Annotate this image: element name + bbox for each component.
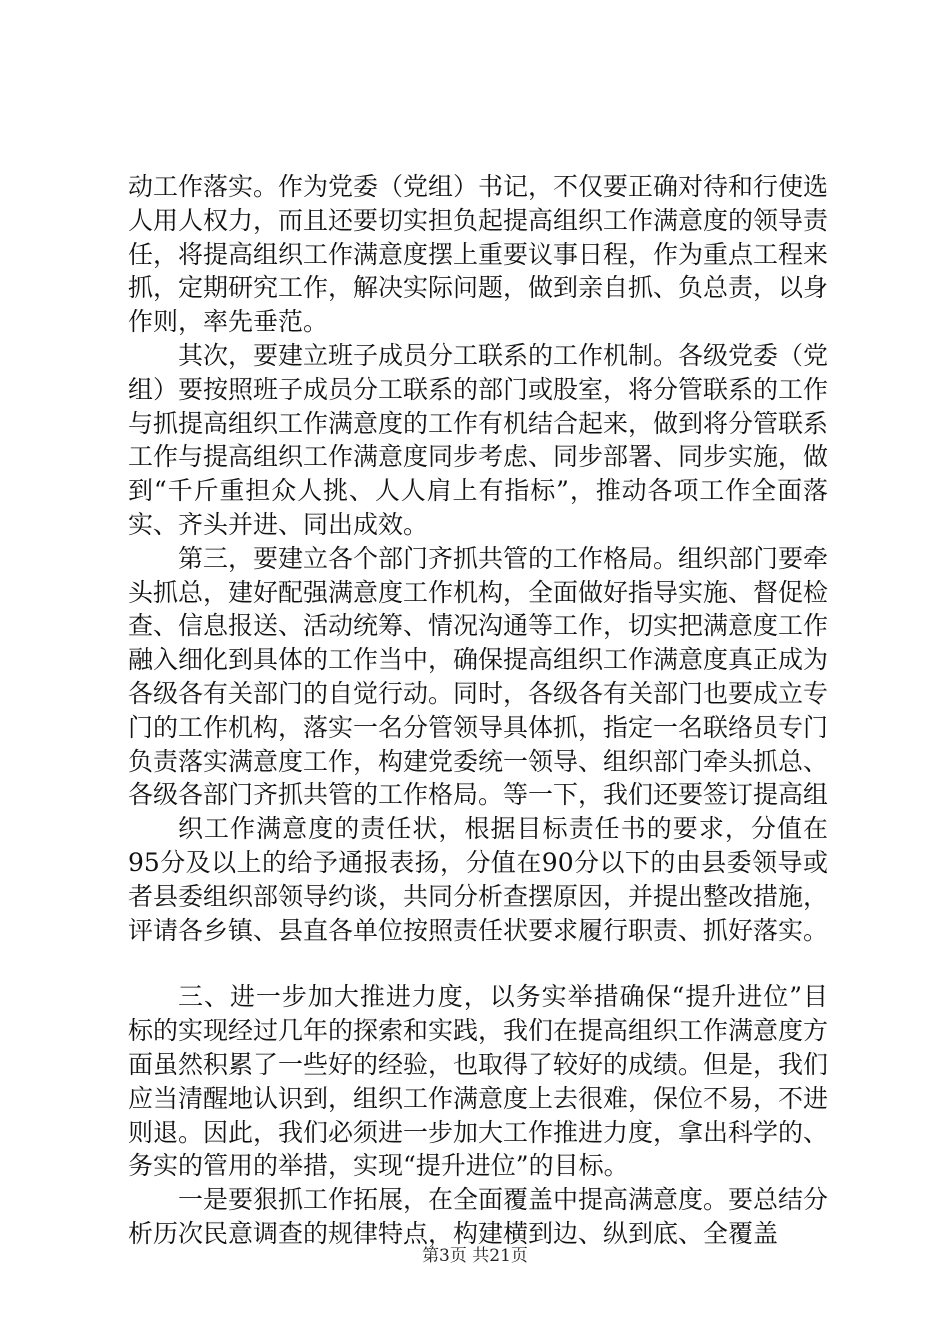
paragraph-5: 三、进一步加大推进力度，以务实举措确保“提升进位”目标的实现经过几年的探索和实践，我们在提高组织工作满意度方面虽然积累了一些好的经验，也取得了较好的成绩。但是，我们应当清醒地认识到，组织工作满意度上去很难，保位不易，不进则退。因此，我们必须进一步加大工作推进力度，拿出科学的、务实的管用的举措，实现“提升进位”的目标。 [128,982,829,1181]
paragraph-2: 其次，要建立班子成员分工联系的工作机制。各级党委（党组）要按照班子成员分工联系的部门或股室，将分管联系的工作与抓提高组织工作满意度的工作有机结合起来，做到将分管联系工作与提高组织工作满意度同步考虑、同步部署、同步实施，做到“千斤重担众人挑、人人肩上有指标”，推动各项工作全面落实、齐头并进、同出成效。 [128,340,829,539]
paragraph-3: 第三，要建立各个部门齐抓共管的工作格局。组织部门要牵头抓总，建好配强满意度工作机构，全面做好指导实施、督促检查、信息报送、活动统筹、情况沟通等工作，切实把满意度工作融入细化到具体的工作当中，确保提高组织工作满意度真正成为各级各有关部门的自觉行动。同时，各级各有关部门也要成立专门的工作机构，落实一名分管领导具体抓，指定一名联络员专门负责落实满意度工作，构建党委统一领导、组织部门牵头抓总、各级各部门齐抓共管的工作格局。等一下，我们还要签订提高组 [128,543,829,810]
document-body [128,170,828,1251]
paragraph-4: 织工作满意度的责任状，根据目标责任书的要求，分值在95分及以上的给予通报表扬，分值在90分以下的由县委领导或者县委组织部领导约谈，共同分析查摆原因，并提出整改措施，评请各乡镇、县直各单位按照责任状要求履行职责、抓好落实。 [128,814,829,945]
paragraph-6: 一是要狠抓工作拓展，在全面覆盖中提高满意度。要总结分析历次民意调查的规律特点，构建横到边、纵到底、全覆盖 [128,1185,829,1248]
page-footer: 第3页 共21页 [422,1246,528,1266]
paragraph-1: 动工作落实。作为党委（党组）书记，不仅要正确对待和行使选人用人权力，而且还要切实担负起提高组织工作满意度的领导责任，将提高组织工作满意度摆上重要议事日程，作为重点工程来抓，定期研究工作，解决实际问题，做到亲自抓、负总责，以身作则，率先垂范。 [128,172,829,337]
